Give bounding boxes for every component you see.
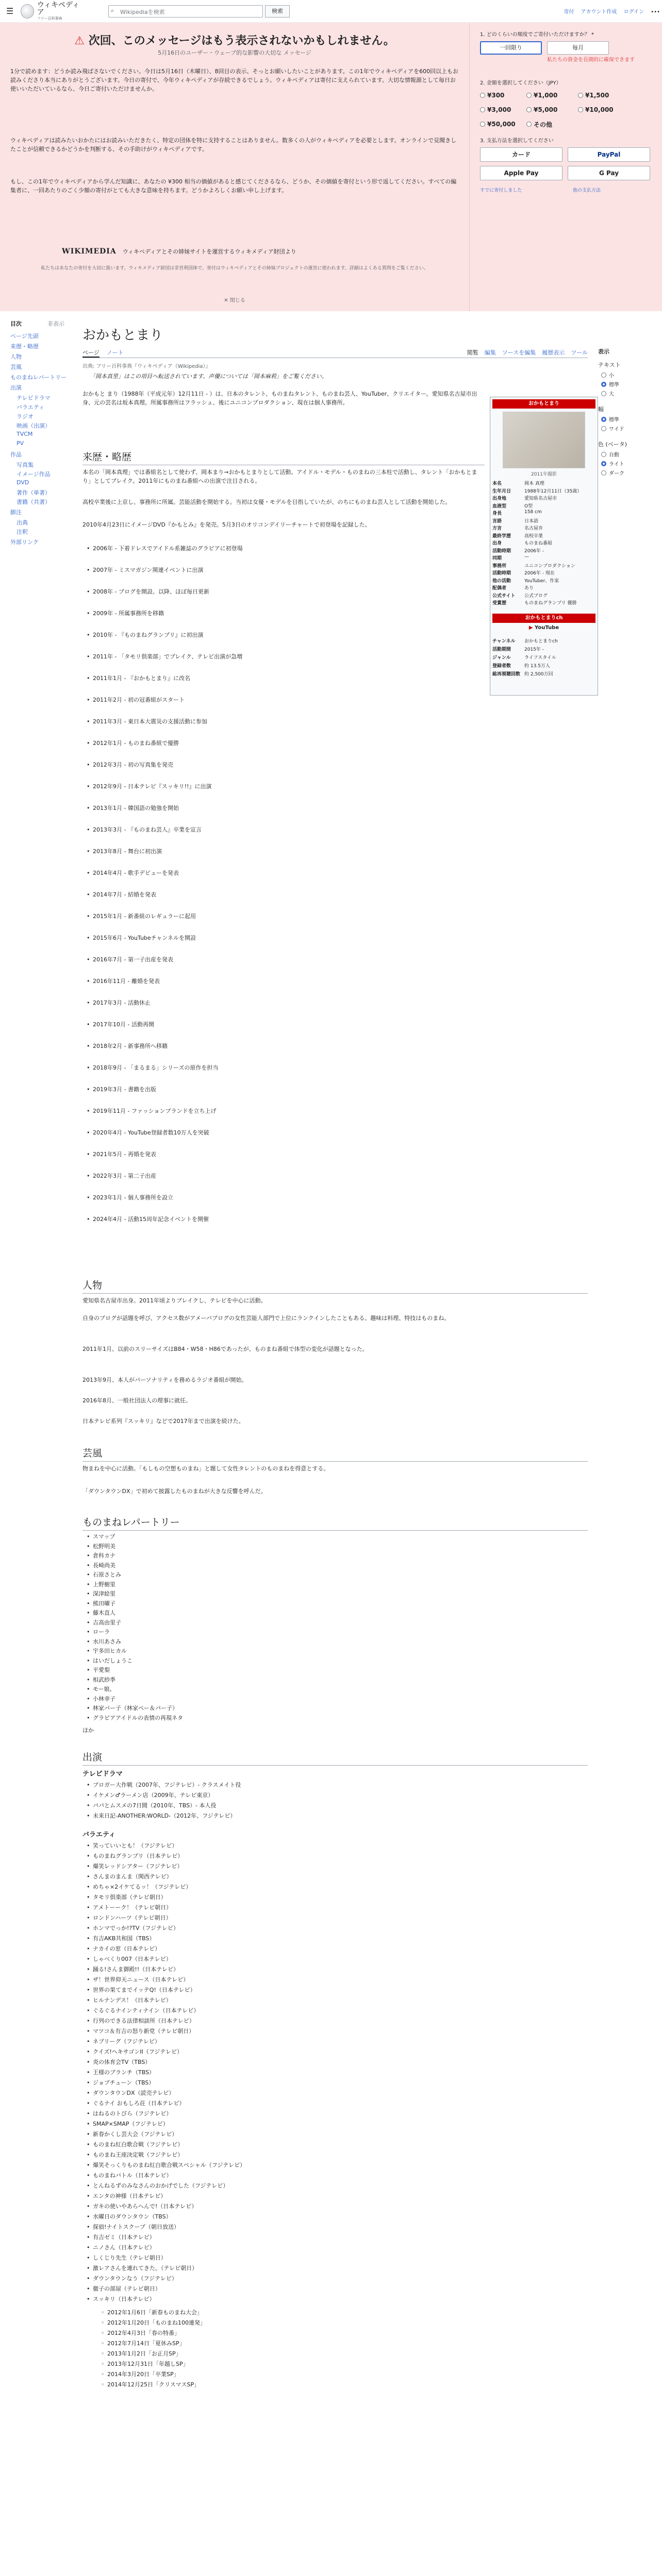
color-heading: 色 (ベータ) bbox=[598, 441, 627, 448]
tab-talk[interactable]: ノート bbox=[106, 349, 124, 356]
body-paragraph: 本名の「岡本真理」では番組名として使わず、岡本まり→おかもとまりとして活動。アイドル・モデル・ものまねの三本柱で活動し、タレント「おかもとまり」としてブレイク。2011年にものまね番組への出演で注目される。 bbox=[82, 469, 477, 484]
repertoire-item[interactable]: • モー娘。 bbox=[93, 1685, 557, 1693]
repertoire-item[interactable]: • 吉高由里子 bbox=[93, 1618, 557, 1627]
infobox-row bbox=[492, 584, 595, 591]
timeline-item: • 2024年4月 - 活動15周年記念イベントを開催 bbox=[93, 1215, 485, 1224]
toc-subitem[interactable]: 注釈 bbox=[16, 529, 28, 535]
repertoire-item[interactable]: • 相武紗季 bbox=[93, 1675, 557, 1684]
banner-title: ⚠ 次回、このメッセージはもう表示されないかもしれません。 bbox=[74, 35, 395, 47]
toc-subitem[interactable]: イメージ作品 bbox=[16, 471, 51, 478]
variety-item: • ヒルナンデス！（日本テレビ） bbox=[93, 1996, 557, 2005]
infobox-label: 事務所 bbox=[492, 563, 507, 569]
hamburger-menu-icon[interactable]: ☰ bbox=[6, 6, 14, 16]
wikipedia-globe-icon bbox=[21, 4, 34, 19]
infobox-value: 2006年 - 現在 bbox=[524, 571, 555, 576]
toc-subitem[interactable]: 出典 bbox=[16, 519, 28, 526]
infobox-label: 他の活動 bbox=[492, 578, 511, 584]
width-standard[interactable]: 標準 bbox=[601, 415, 619, 423]
body-paragraph: 物まねを中心に活動。「もしもの空想ものまね」と題して女性タレントのものまねを得意とする。 bbox=[82, 1465, 329, 1472]
infobox-value: 名古屋弁 bbox=[524, 526, 543, 531]
toc-item[interactable]: ページ先頭 bbox=[10, 333, 39, 340]
youtube-value: 約 13.5万人 bbox=[524, 664, 550, 669]
variety-item: • 爆笑レッドシアター（フジテレビ） bbox=[93, 1862, 557, 1871]
infobox-label: 本名 bbox=[492, 481, 502, 486]
variety-subitem: ◦ 2012年1月6日「新春ものまね大会」 bbox=[107, 2308, 561, 2317]
table-of-contents bbox=[0, 314, 77, 778]
infobox-label: 血液型 bbox=[492, 503, 507, 509]
variety-item: • とんねるずのみなさんのおかげでした（フジテレビ） bbox=[93, 2181, 557, 2190]
appearance-heading: 表示 bbox=[598, 348, 609, 355]
variety-item: • アメトーーク！（テレビ朝日） bbox=[93, 1903, 557, 1912]
more-options-icon[interactable]: ••• bbox=[651, 9, 660, 15]
amount-option[interactable]: ¥300 bbox=[480, 90, 504, 101]
timeline-item: • 2014年4月 - 歌手デビューを発表 bbox=[93, 869, 485, 877]
repertoire-item[interactable]: • グラビアアイドルの表情の再現ネタ bbox=[93, 1714, 557, 1722]
tab-edit-source[interactable]: ソースを編集 bbox=[502, 349, 536, 356]
infobox-title: おかもとまり bbox=[492, 399, 595, 409]
etc-note: ほか bbox=[82, 1727, 94, 1734]
infobox-label: 配偶者 bbox=[492, 586, 507, 591]
variety-item: • 徹子の部屋（テレビ朝日） bbox=[93, 2284, 557, 2293]
variety-subitem: ◦ 2013年1月2日「お正月SP」 bbox=[107, 2349, 561, 2358]
infobox-value: O型 bbox=[524, 503, 533, 509]
toc-subitem[interactable]: ラジオ bbox=[16, 413, 34, 420]
variety-item: • ぐるナイ おもしろ荘（日本テレビ） bbox=[93, 2099, 557, 2108]
view-tabs bbox=[382, 348, 588, 357]
variety-item: • 笑っていいとも！（フジテレビ） bbox=[93, 1841, 557, 1850]
variety-item: • 激レアさんを連れてきた。（テレビ朝日） bbox=[93, 2264, 557, 2273]
repertoire-item[interactable]: • 藤木直人 bbox=[93, 1608, 557, 1617]
banner-paragraph: もし、この1年でウィキペディアから学んだ知識に、あなたの ¥300 相当の価値があると感じてくださるなら、どうか、その価値を寄付という形で返してください。すべての編集者に、一回あたりのごく少額の寄付がとても大きな意味を持ちます。どうかよろしくお願い申し上げます。 bbox=[10, 178, 457, 194]
intro-paragraph: おかもと まり（1988年（平成元年）12月11日 - ）は、日本のタレント、ものまねタレント、ものまね芸人、YouTuber、クリエイター。愛知県名古屋市出身、元の芸名は坂本真理。所属事務所はフラッシュ、後にユニコンプロダクション、現在は個人事務所。 bbox=[82, 391, 477, 406]
toc-subitem[interactable]: 著作（単著） bbox=[16, 489, 51, 496]
article-content bbox=[82, 314, 662, 2576]
paypal-button[interactable]: PayPal bbox=[568, 147, 650, 162]
infobox-row bbox=[492, 487, 595, 494]
repertoire-item[interactable]: • 熊田曜子 bbox=[93, 1599, 557, 1608]
timeline-item: • 2010年 - 『ものまねグランプリ』に初出演 bbox=[93, 631, 485, 639]
timeline-item: • 2018年2月 - 新事務所へ移籍 bbox=[93, 1042, 485, 1050]
variety-item: • ものまね紅白歌合戦（フジテレビ） bbox=[93, 2140, 557, 2149]
photo-caption: 2011年撮影 bbox=[531, 472, 557, 477]
repertoire-item[interactable]: • 松野明美 bbox=[93, 1542, 557, 1551]
timeline-item: • 2021年5月 - 再婚を発表 bbox=[93, 1150, 485, 1159]
youtube-label: 総再視聴回数 bbox=[492, 672, 521, 677]
timeline-item: • 2012年1月 - ものまね番組で優勝 bbox=[93, 739, 485, 748]
drama-item: • イケメン♂ラーメン店（2009年、テレビ東京） bbox=[93, 1791, 557, 1800]
infobox bbox=[490, 397, 598, 696]
timeline-item: • 2015年1月 - 新番組のレギュラーに起用 bbox=[93, 912, 485, 921]
variety-subitem: ◦ 2012年1月20日「ものまね100連発」 bbox=[107, 2318, 561, 2327]
timeline-item: • 2012年3月 - 初の写真集を発売 bbox=[93, 760, 485, 769]
infobox-value: 公式ブログ bbox=[524, 593, 548, 599]
repertoire-item[interactable]: • 平愛梨 bbox=[93, 1666, 557, 1674]
youtube-row bbox=[492, 662, 595, 669]
appearance-tools bbox=[598, 314, 662, 675]
timeline-item: • 2012年9月 - 日本テレビ『スッキリ!!』に出演 bbox=[93, 782, 485, 791]
infobox-value: ものまね番組 bbox=[524, 541, 553, 546]
youtube-logo: ▶ YouTube bbox=[528, 625, 559, 631]
variety-item: • ものまね王座決定戦（フジテレビ） bbox=[93, 2150, 557, 2159]
other-methods-link[interactable]: 他の支払方法 bbox=[573, 188, 601, 193]
toc-subitem[interactable]: 書籍（共著） bbox=[16, 499, 51, 505]
variety-item: • はねるのトびら（フジテレビ） bbox=[93, 2109, 557, 2118]
repertoire-item[interactable]: • 石原さとみ bbox=[93, 1570, 557, 1579]
infobox-row bbox=[492, 569, 595, 576]
repertoire-item[interactable]: • ローラ bbox=[93, 1628, 557, 1636]
infobox-row bbox=[492, 554, 595, 561]
variety-item: • 踊る!さんま御殿!!（日本テレビ） bbox=[93, 1965, 557, 1974]
toc-subitem[interactable]: 映画（出演） bbox=[16, 422, 51, 429]
color-light[interactable]: ライト bbox=[601, 460, 624, 467]
toc-subitem[interactable]: DVD bbox=[16, 479, 29, 486]
body-paragraph: 2016年8月、一般社団法人の理事に就任。 bbox=[82, 1397, 191, 1404]
infobox-value: — bbox=[524, 554, 529, 560]
variety-item: • しゃべくり007（日本テレビ） bbox=[93, 1955, 557, 1963]
youtube-section-title: おかもとまりch bbox=[492, 614, 595, 623]
banner-close-button[interactable]: ✕ 閉じる bbox=[224, 298, 245, 303]
youtube-value: 約 2,500万回 bbox=[524, 672, 553, 677]
infobox-label: 言語 bbox=[492, 518, 502, 524]
toc-hide-button[interactable]: 非表示 bbox=[47, 320, 64, 327]
wikipedia-logo[interactable] bbox=[21, 3, 82, 20]
amount-option[interactable]: ¥50,000 bbox=[480, 118, 516, 130]
drama-item: • パパとムスメの7日間（2010年、TBS）- 本人役 bbox=[93, 1801, 557, 1810]
infobox-label: 受賞歴 bbox=[492, 601, 507, 606]
infobox-value: 愛知県名古屋市 bbox=[524, 496, 557, 501]
youtube-row bbox=[492, 637, 595, 644]
text-size-small[interactable]: 小 bbox=[601, 371, 614, 379]
repertoire-item[interactable]: • はいだしょうこ bbox=[93, 1656, 557, 1665]
hatnote: 「岡本真里」はこの項目へ転送されています。声優については「岡本麻莉」をご覧ください。 bbox=[90, 373, 327, 380]
infobox-row bbox=[492, 599, 595, 606]
timeline-item: • 2006年 - 下着ドレスでアイドル系雑誌のグラビアに初登場 bbox=[93, 544, 485, 553]
toc-item[interactable]: 来歴・略歴 bbox=[10, 343, 39, 350]
tab-history[interactable]: 履歴表示 bbox=[542, 349, 565, 356]
variety-item: • 炎の体育会TV（TBS） bbox=[93, 2058, 557, 2066]
youtube-value: 2015年 - bbox=[524, 647, 544, 652]
toc-item[interactable]: ものまねレパートリー bbox=[10, 374, 67, 381]
toc-item[interactable]: 外部リンク bbox=[10, 539, 39, 546]
subsection-heading: バラエティ bbox=[82, 1831, 115, 1839]
toc-subitem[interactable]: バラエティ bbox=[16, 404, 45, 411]
amount-question: 2. 金額を選択してください（JPY） bbox=[480, 80, 561, 86]
repertoire-item[interactable]: • スマップ bbox=[93, 1532, 557, 1541]
variety-item: • 有吉ゼミ（日本テレビ） bbox=[93, 2233, 557, 2242]
infobox-row bbox=[492, 524, 595, 531]
infobox-row bbox=[492, 532, 595, 539]
frequency-question: 1. どのくらいの頻度でご寄付いただけますか？ * bbox=[480, 32, 594, 38]
variety-item: • エンタの神様（日本テレビ） bbox=[93, 2192, 557, 2200]
variety-item: • 行列のできる法律相談所（日本テレビ） bbox=[93, 2016, 557, 2025]
repertoire-item[interactable]: • 小林幸子 bbox=[93, 1694, 557, 1703]
variety-item: • タモリ倶楽部（テレビ朝日） bbox=[93, 1893, 557, 1902]
section-heading: 人物 bbox=[82, 1278, 588, 1294]
width-wide[interactable]: ワイド bbox=[601, 425, 624, 432]
timeline-item: • 2016年7月 - 第一子出産を発表 bbox=[93, 955, 485, 964]
section-heading: ものまねレパートリー bbox=[82, 1515, 588, 1531]
toc-item[interactable]: 出演 bbox=[10, 384, 22, 391]
variety-item: • ダウンタウンなう（フジテレビ） bbox=[93, 2274, 557, 2283]
variety-item: • 水曜日のダウンタウン（TBS） bbox=[93, 2212, 557, 2221]
timeline-item: • 2014年7月 - 結婚を発表 bbox=[93, 890, 485, 899]
drama-item: • ブロガー大作戦（2007年、フジテレビ）- クラスメイト役 bbox=[93, 1781, 557, 1789]
infobox-row bbox=[492, 577, 595, 584]
variety-item: • ロンドンハーツ（テレビ朝日） bbox=[93, 1913, 557, 1922]
youtube-label: 活動期間 bbox=[492, 647, 511, 652]
color-auto[interactable]: 自動 bbox=[601, 450, 619, 458]
one-time-option[interactable]: 一回限り bbox=[480, 41, 542, 55]
infobox-value: 高校卒業 bbox=[524, 533, 543, 539]
amount-option[interactable]: ¥3,000 bbox=[480, 104, 511, 115]
variety-item: • クイズ!ヘキサゴンII（フジテレビ） bbox=[93, 2047, 557, 2056]
text-size-standard[interactable]: 標準 bbox=[601, 380, 619, 388]
infobox-row bbox=[492, 495, 595, 501]
variety-item: • ガキの使いやあらへんで!（日本テレビ） bbox=[93, 2202, 557, 2211]
timeline-item: • 2022年3月 - 第二子出産 bbox=[93, 1172, 485, 1180]
infobox-value: ユニコンプロダクション bbox=[524, 563, 575, 569]
payment-question: 3. 支払方法を選択してください bbox=[480, 138, 554, 144]
infobox-row bbox=[492, 539, 595, 546]
timeline-item: • 2017年3月 - 活動休止 bbox=[93, 998, 485, 1007]
donate-link[interactable]: 寄付 bbox=[564, 9, 574, 15]
toc-subitem[interactable]: PV bbox=[16, 440, 24, 447]
amount-option[interactable]: ¥1,500 bbox=[578, 90, 609, 101]
timeline-item: • 2020年4月 - YouTube登録者数10万人を突破 bbox=[93, 1128, 485, 1137]
search-input[interactable]: Wikipediaを検索 bbox=[108, 5, 263, 18]
section-heading: 来歴・略歴 bbox=[82, 449, 485, 465]
variety-item: • ものまねグランプリ（日本テレビ） bbox=[93, 1852, 557, 1860]
infobox-label: 最終学歴 bbox=[492, 533, 511, 539]
tab-edit[interactable]: 編集 bbox=[484, 349, 496, 356]
infobox-value: 1988年12月11日（35歳） bbox=[524, 488, 582, 494]
body-paragraph: 2013年9月、本人がパーソナリティを務めるラジオ番組が開始。 bbox=[82, 1377, 247, 1383]
repertoire-item[interactable]: • 宇多田ヒカル bbox=[93, 1647, 557, 1655]
variety-item: • SMAP×SMAP（フジテレビ） bbox=[93, 2120, 557, 2128]
timeline-item: • 2019年3月 - 書籍を出版 bbox=[93, 1085, 485, 1094]
variety-item: • ものまねバトル（日本テレビ） bbox=[93, 2171, 557, 2180]
timeline-item: • 2018年9月 - 「まるまる」シリーズの原作を担当 bbox=[93, 1063, 485, 1072]
timeline-item: • 2009年 - 所属事務所を移籍 bbox=[93, 609, 485, 618]
repertoire-item[interactable]: • 倉科カナ bbox=[93, 1551, 557, 1560]
logo-name: ウィキペディア bbox=[37, 1, 79, 16]
search-icon: ⌕ bbox=[111, 7, 114, 14]
width-heading: 幅 bbox=[598, 406, 604, 413]
timeline-item: • 2007年 - ミスマガジン関連イベントに出演 bbox=[93, 566, 485, 574]
variety-item: • ホンマでっか!?TV（フジテレビ） bbox=[93, 1924, 557, 1933]
infobox-label: 身長 bbox=[492, 511, 502, 516]
variety-item: • ナカイの窓（日本テレビ） bbox=[93, 1944, 557, 1953]
card-payment-button[interactable]: カード bbox=[480, 147, 562, 162]
timeline-item: • 2011年2月 - 初の冠番組がスタート bbox=[93, 696, 485, 704]
search-button[interactable]: 検索 bbox=[265, 5, 290, 18]
warning-icon: ⚠ bbox=[74, 35, 89, 47]
infobox-label: 出身地 bbox=[492, 496, 507, 501]
infobox-label: 生年月日 bbox=[492, 488, 511, 494]
repertoire-item[interactable]: • 上野樹里 bbox=[93, 1580, 557, 1589]
banner-paragraph: 1分で読めます：どうか読み飛ばさないでください。今日は5月16日（木曜日）、8回目の表示、そっとお願いしたいことがあります。この1年でウィキペディアを600回以上もお読みくださり本当にありがとうございます。今日の寄付で、今年ウィキペディアが存続できるでしょう。ウィキペディアは寄付に支えられています。大切な情報源として毎日お使いいただいているなら、今日ご寄付いただけませんか。 bbox=[10, 68, 459, 92]
variety-subitem: ◦ 2012年4月3日「春の特番」 bbox=[107, 2329, 561, 2337]
amount-option[interactable]: ¥5,000 bbox=[526, 104, 557, 115]
google-pay-button[interactable]: G Pay bbox=[568, 166, 650, 180]
variety-item: • ダウンタウンDX（読売テレビ） bbox=[93, 2089, 557, 2097]
infobox-row bbox=[492, 562, 595, 569]
top-bar bbox=[0, 0, 662, 23]
infobox-label: 公式サイト bbox=[492, 593, 516, 599]
amount-option-other[interactable]: その他 bbox=[526, 118, 552, 130]
body-paragraph: 自身のブログが話題を呼び、アクセス数がアメーバブログの女性芸能人部門で上位にランクインしたこともある。趣味は料理、特技はものまね。 bbox=[82, 1315, 450, 1321]
timeline-item: • 2017年10月 - 活動再開 bbox=[93, 1020, 485, 1029]
toc-subitem[interactable]: TVCM bbox=[16, 431, 33, 437]
timeline-item: • 2013年3月 - 『ものまね芸人』卒業を宣言 bbox=[93, 825, 485, 834]
infobox-value: YouTuber、作家 bbox=[524, 578, 559, 584]
already-donated-link[interactable]: すでに寄付しました bbox=[480, 188, 522, 193]
banner-footnote: 私たちはあなたの寄付を大切に扱います。ウィキメディア財団は非営利団体で、寄付はウィキペディアとその姉妹プロジェクトの運営に使われます。詳細はよくある質問をご覧ください。 bbox=[41, 266, 428, 271]
variety-item: • 爆笑そっくりものまね紅白歌合戦スペシャル（フジテレビ） bbox=[93, 2161, 557, 2170]
toc-item[interactable]: 人物 bbox=[10, 353, 22, 360]
wikimedia-logo: WIKIMEDIA ウィキペディアとその姉妹サイトを運営するウィキメディア財団より bbox=[62, 247, 296, 256]
variety-item: • マツコ＆有吉の怒り新党（テレビ朝日） bbox=[93, 2027, 557, 2036]
timeline-item: • 2013年8月 - 舞台に初出演 bbox=[93, 847, 485, 856]
youtube-row bbox=[492, 670, 595, 677]
infobox-row bbox=[492, 502, 595, 509]
toc-item[interactable]: 作品 bbox=[10, 451, 22, 458]
repertoire-item[interactable]: • 長崎尚美 bbox=[93, 1561, 557, 1570]
banner-subtitle: 5月16日のユーザー・ウェーブ的な影響の大切な メッセージ bbox=[158, 49, 311, 56]
page-source-note: 出典: フリー百科事典『ウィキペディア（Wikipedia）』 bbox=[82, 364, 211, 369]
body-paragraph: 2010年4月23日にイメージDVD『かもとみ』を発売。5月3日のオリコンデイリーチャートで初登場を記録した。 bbox=[82, 521, 371, 528]
repertoire-item[interactable]: • 深津絵里 bbox=[93, 1589, 557, 1598]
create-account-link[interactable]: アカウント作成 bbox=[581, 9, 617, 15]
text-size-large[interactable]: 大 bbox=[601, 389, 614, 397]
infobox-row bbox=[492, 510, 595, 516]
youtube-value: ライフスタイル bbox=[524, 655, 556, 660]
apple-pay-button[interactable]: Apple Pay bbox=[480, 166, 562, 180]
infobox-value: 日本語 bbox=[524, 518, 539, 524]
toc-heading: 目次 bbox=[10, 320, 22, 327]
variety-item: • ザ！世界仰天ニュース（日本テレビ） bbox=[93, 1975, 557, 1984]
variety-item: • ニノさん（日本テレビ） bbox=[93, 2243, 557, 2252]
variety-item: • ネプリーグ（フジテレビ） bbox=[93, 2037, 557, 2046]
banner-paragraph: ウィキペディアは読みたいおかたにはお読みいただきたく、特定の団体を特に支持することはありません。数多くの人がウィキペディアを必要とします。オンラインで見聞きしたことが信頼できるかどうかを判断する、その手助けがウィキペディアです。 bbox=[10, 137, 457, 152]
infobox-value: あり bbox=[524, 586, 534, 591]
variety-subitem: ◦ 2014年12月25日「クリスマスSP」 bbox=[107, 2380, 561, 2389]
section-heading: 芸風 bbox=[82, 1446, 588, 1462]
variety-item: • スッキリ（日本テレビ） bbox=[93, 2295, 557, 2303]
tab-read[interactable]: 閲覧 bbox=[467, 349, 478, 356]
variety-item: • ぐるぐるナインティナイン（日本テレビ） bbox=[93, 2006, 557, 2015]
page-title: おかもとまり bbox=[82, 328, 163, 343]
tab-page[interactable]: ページ bbox=[82, 348, 100, 358]
youtube-label: 登録者数 bbox=[492, 664, 511, 669]
youtube-label: ジャンル bbox=[492, 655, 511, 660]
infobox-value: 岡本 真理 bbox=[524, 481, 544, 486]
text-size-heading: テキスト bbox=[598, 362, 621, 368]
body-paragraph: 日本テレビ系列『スッキリ』などで2017年まで出演を続けた。 bbox=[82, 1418, 244, 1425]
section-heading: 出演 bbox=[82, 1750, 588, 1766]
logo-subtitle: フリー百科事典 bbox=[37, 16, 62, 21]
variety-item: • めちゃ×2イケてるッ！（フジテレビ） bbox=[93, 1883, 557, 1891]
toc-item[interactable]: 脚注 bbox=[10, 509, 22, 516]
infobox-label: 出身 bbox=[492, 541, 502, 546]
infobox-label: 活動時期 bbox=[492, 571, 511, 576]
amount-option[interactable]: ¥1,000 bbox=[526, 90, 557, 101]
tab-tools[interactable]: ツール bbox=[571, 349, 588, 356]
youtube-row bbox=[492, 646, 595, 652]
drama-item: • 未来日記-ANOTHER:WORLD-（2012年、フジテレビ） bbox=[93, 1811, 557, 1820]
namespace-tabs bbox=[82, 348, 237, 358]
infobox-row bbox=[492, 547, 595, 554]
repertoire-item[interactable]: • 水川あさみ bbox=[93, 1637, 557, 1646]
variety-item: • ジョブチューン（TBS） bbox=[93, 2078, 557, 2087]
variety-item: • 探偵!ナイトスクープ（朝日放送） bbox=[93, 2223, 557, 2231]
timeline-item: • 2019年11月 - ファッションブランドを立ち上げ bbox=[93, 1107, 485, 1115]
infobox-label: 活動時期 bbox=[492, 548, 511, 554]
infobox-value: 2006年 - bbox=[524, 548, 544, 554]
infobox-row bbox=[492, 480, 595, 486]
youtube-row bbox=[492, 654, 595, 660]
variety-item: • 世界の果てまでイッテQ!（日本テレビ） bbox=[93, 1986, 557, 1994]
body-paragraph: 2011年1月、以前のスリーサイズはB84・W58・H86であったが、ものまね番組で体型の変化が話題となった。 bbox=[82, 1346, 368, 1352]
monthly-option[interactable]: 毎月 bbox=[547, 41, 609, 55]
variety-subitem: ◦ 2014年3月20日「卒業SP」 bbox=[107, 2370, 561, 2379]
timeline-item: • 2016年11月 - 離婚を発表 bbox=[93, 977, 485, 986]
infobox-row bbox=[492, 592, 595, 599]
variety-item: • さんまのまんま（関西テレビ） bbox=[93, 1872, 557, 1881]
fundraising-banner bbox=[0, 23, 469, 311]
user-links bbox=[376, 7, 660, 15]
infobox-value: 158 cm bbox=[524, 510, 542, 515]
timeline-item: • 2008年 - ブログを開設。以降、ほぼ毎日更新 bbox=[93, 587, 485, 596]
variety-item: • 王様のブランチ（TBS） bbox=[93, 2068, 557, 2077]
infobox-row bbox=[492, 517, 595, 524]
login-link[interactable]: ログイン bbox=[623, 9, 644, 15]
body-paragraph: 高校卒業後に上京し、事務所に所属。芸能活動を開始する。当初は女優・モデルを目指していたが、のちにものまね芸人として活動を開始した。 bbox=[82, 499, 451, 505]
subsection-heading: テレビドラマ bbox=[82, 1770, 123, 1778]
timeline-item: • 2011年3月 - 東日本大震災の支援活動に参加 bbox=[93, 717, 485, 726]
variety-item: • 有吉AKB共和国（TBS） bbox=[93, 1934, 557, 1943]
variety-item: • 新春かくし芸大会（フジテレビ） bbox=[93, 2130, 557, 2139]
youtube-label: チャンネル bbox=[492, 639, 516, 644]
youtube-value: おかもとまりch bbox=[524, 639, 558, 644]
body-paragraph: 愛知県名古屋市出身。2011年頃よりブレイクし、テレビを中心に活動。 bbox=[82, 1297, 267, 1304]
timeline-item: • 2011年1月 - 『おかもとまり』に改名 bbox=[93, 674, 485, 683]
monthly-note: 私たちの資金を長期的に確保できます bbox=[547, 57, 635, 63]
body-paragraph: 「ダウンタウンDX」で初めて披露したものまねが大きな反響を呼んだ。 bbox=[82, 1488, 267, 1495]
toc-subitem[interactable]: 写真集 bbox=[16, 462, 34, 468]
infobox-label: 方言 bbox=[492, 526, 502, 531]
toc-item[interactable]: 芸風 bbox=[10, 364, 22, 370]
variety-subitem: ◦ 2012年7月14日「夏休みSP」 bbox=[107, 2339, 561, 2348]
variety-item: • しくじり先生（テレビ朝日） bbox=[93, 2253, 557, 2262]
infobox-value: ものまねグランプリ 優勝 bbox=[524, 601, 577, 606]
timeline-item: • 2023年1月 - 個人事務所を設立 bbox=[93, 1193, 485, 1202]
amount-option[interactable]: ¥10,000 bbox=[578, 104, 614, 115]
variety-subitem: ◦ 2013年12月31日「年越しSP」 bbox=[107, 2360, 561, 2368]
repertoire-item[interactable]: • 林家パー子（林家ペー＆パー子） bbox=[93, 1704, 557, 1713]
infobox-label: 同期 bbox=[492, 556, 502, 561]
toc-subitem[interactable]: テレビドラマ bbox=[16, 395, 51, 401]
timeline-item: • 2011年 - 「タモリ倶楽部」でブレイク、テレビ出演が急増 bbox=[93, 652, 485, 661]
donation-form bbox=[469, 23, 662, 311]
profile-photo[interactable] bbox=[503, 412, 585, 468]
color-dark[interactable]: ダーク bbox=[601, 469, 624, 477]
timeline-item: • 2015年6月 - YouTubeチャンネルを開設 bbox=[93, 934, 485, 942]
timeline-item: • 2013年1月 - 韓国語の勉強を開始 bbox=[93, 804, 485, 812]
